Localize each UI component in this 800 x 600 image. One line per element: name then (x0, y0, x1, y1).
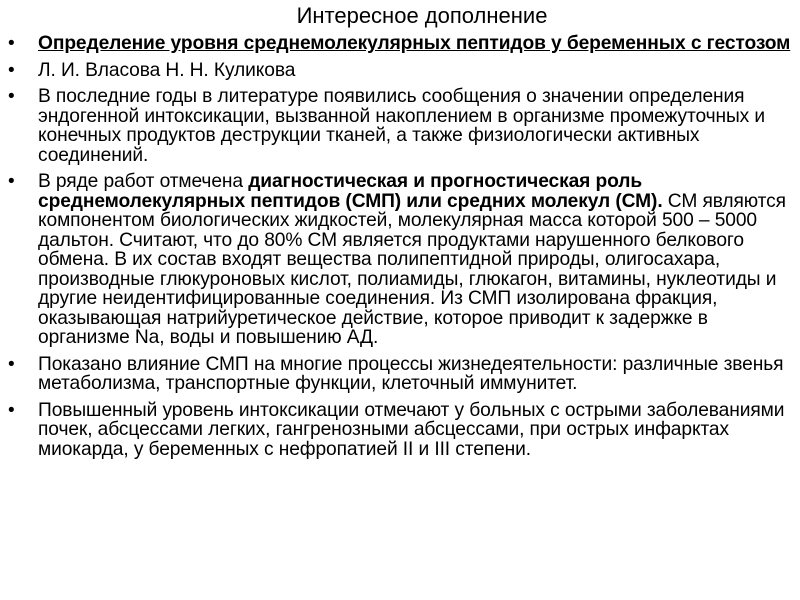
authors: Л. И. Власова Н. Н. Куликова (38, 59, 296, 81)
bullet-dot-icon: • (8, 171, 15, 192)
bullet-dot-icon: • (8, 33, 15, 54)
bullet-item-article-title (0, 34, 800, 54)
intro-paragraph: В последние годы в литературе появились сообщения о значении определения эндогенной интоксикации, вызванной накоплением в организме промежуточных и конечных продуктов деструкции тканей, а также физиологически активных соединений. (38, 86, 766, 166)
smp-role-rest: СМ являются компонентом биологических жидкостей, молекулярная масса которой 500 – 5000 дальтон. Считают, что до 80% СМ является продуктами нарушенного белкового обмена. В их состав входят вещества полипептидной природы, олигосахара, производные глюкуроновых кислот, полиамиды, глюкагон, витамины, нуклеотиды и другие неидентифицированные соединения. Из СМП изолирована фракция, оказывающая натрийуретическое действие, которое приводит к задержке в организме Na, воды и повышению АД. (38, 190, 786, 348)
bullet-item-intoxication (0, 401, 800, 460)
influence-paragraph: Показано влияние СМП на многие процессы жизнедеятельности: различные звенья метаболизма, транспортные функции, клеточный иммунитет. (38, 353, 784, 394)
smp-role-bold: диагностическая и прогностическая роль среднемолекулярных пептидов (СМП) или средних молекул (СМ). (38, 171, 663, 212)
intoxication-paragraph: Повышенный уровень интоксикации отмечают у больных с острыми заболеваниями почек, абсцессами легких, гангренозными абсцессами, при острых инфарктах миокарда, у беременных с нефропатией II и III степени. (38, 399, 785, 460)
article-title: Определение уровня среднемолекулярных пептидов у беременных с гестозом (38, 33, 791, 54)
bullet-item-intro (0, 87, 800, 165)
smp-role-lead: В ряде работ отмечена (38, 171, 249, 192)
bullet-dot-icon: • (8, 59, 15, 81)
bullet-item-influence (0, 355, 800, 394)
bullet-item-authors (0, 61, 800, 81)
bullet-dot-icon: • (8, 399, 15, 421)
slide-title: Интересное дополнение (296, 3, 548, 28)
bullet-item-smp-role (0, 172, 800, 348)
bullet-dot-icon: • (8, 86, 15, 107)
bullet-list (0, 34, 800, 466)
bullet-dot-icon: • (8, 353, 15, 375)
